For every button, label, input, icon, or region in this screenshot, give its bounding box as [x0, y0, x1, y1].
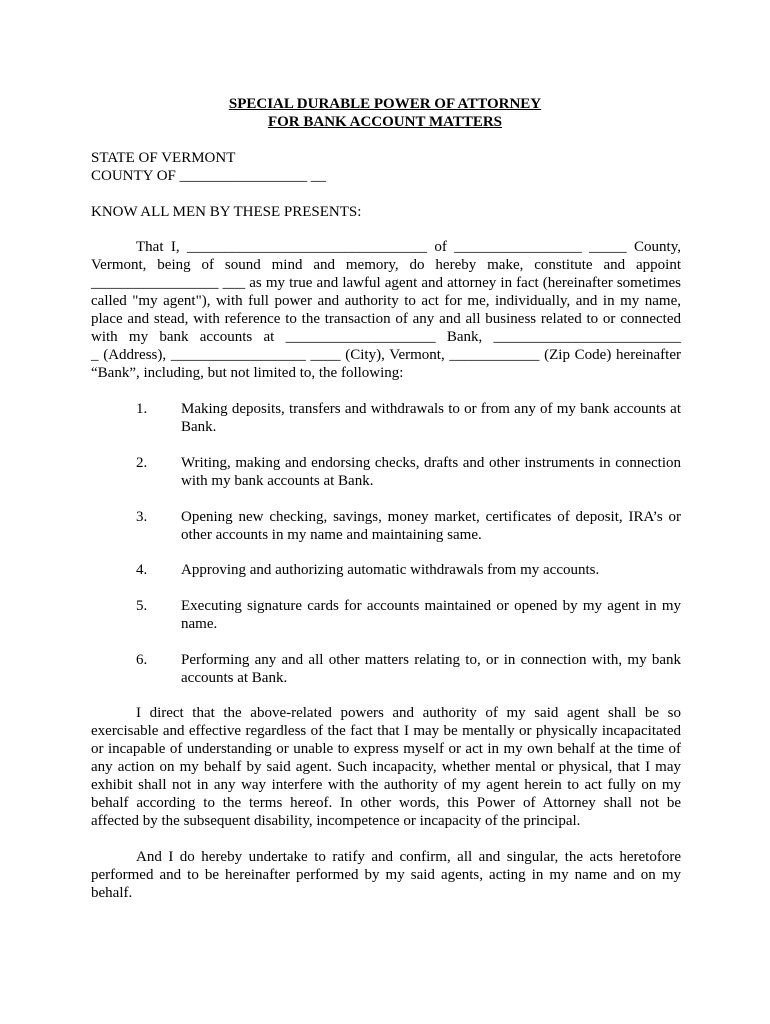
direct-line: I direct that the above-related powers and authority of my said agent shall be so	[136, 705, 681, 721]
list-item-line: Making deposits, transfers and withdrawals to or from any of my bank accounts at	[181, 401, 681, 417]
direct-line: or incapable of understanding or unable to express myself or act in my own behalf at the time of	[91, 741, 681, 757]
state-line: STATE OF VERMONT	[91, 150, 236, 166]
list-item-line: Approving and authorizing automatic withdrawals from my accounts.	[181, 562, 600, 578]
county-line: COUNTY OF _________________ __	[91, 168, 326, 184]
item-number: 2.	[136, 455, 148, 471]
intro-line: Vermont, being of sound mind and memory, do hereby make, constitute and appoint	[91, 257, 681, 273]
direct-line: affected by the subsequent disability, incompetence or incapacity of the principal.	[91, 813, 581, 829]
intro-line: called "my agent"), with full power and authority to act for me, individually, and in my name,	[91, 293, 681, 309]
document-title-line-1: SPECIAL DURABLE POWER OF ATTORNEY	[228, 96, 542, 112]
ratify-line: performed and to be hereinafter performed by my said agents, acting in my name and on my	[91, 867, 681, 883]
document-title-line-2: FOR BANK ACCOUNT MATTERS	[267, 114, 503, 130]
intro-line: “Bank”, including, but not limited to, the following:	[91, 365, 404, 381]
list-item-line: with my bank accounts at Bank.	[181, 473, 374, 489]
ratify-line: And I do hereby undertake to ratify and confirm, all and singular, the acts heretofore	[136, 849, 681, 865]
list-item-line: other accounts in my name and maintaining same.	[181, 527, 482, 543]
list-item-line: Opening new checking, savings, money market, certificates of deposit, IRA’s or	[181, 509, 681, 525]
item-number: 5.	[136, 598, 148, 614]
ratify-line: behalf.	[91, 885, 133, 901]
list-item-line: Performing any and all other matters relating to, or in connection with, my bank	[181, 652, 681, 668]
list-item-line: Bank.	[181, 419, 217, 435]
item-number: 3.	[136, 509, 148, 525]
direct-line: exhibit shall not in any way interfere with the authority of my agent herein to act fully on my	[91, 777, 681, 793]
list-item-line: Writing, making and endorsing checks, drafts and other instruments in connection	[181, 455, 681, 471]
intro-line: with my bank accounts at ____________________ Bank, _________________________	[91, 329, 681, 345]
list-item-line: accounts at Bank.	[181, 670, 288, 686]
intro-line: place and stead, with reference to the transaction of any and all business related to or connected	[91, 311, 681, 327]
direct-line: exercisable and effective regardless of the fact that I may be mentally or physically incapacitated	[91, 723, 681, 739]
direct-line: behalf according to the terms hereof. In other words, this Power of Attorney shall not be	[91, 795, 681, 811]
intro-line: _ (Address), __________________ ____ (City), Vermont, ____________ (Zip Code) hereinafter	[91, 347, 681, 363]
direct-line: any action on my behalf by said agent. Such incapacity, whether mental or physical, that I may	[91, 759, 681, 775]
list-item-line: name.	[181, 616, 218, 632]
item-number: 4.	[136, 562, 148, 578]
list-item-line: Executing signature cards for accounts maintained or opened by my agent in my	[181, 598, 681, 614]
item-number: 6.	[136, 652, 148, 668]
intro-line: _________________ ___ as my true and lawful agent and attorney in fact (hereinafter sometimes	[91, 275, 681, 291]
know-all-heading: KNOW ALL MEN BY THESE PRESENTS:	[91, 204, 362, 220]
item-number: 1.	[136, 401, 148, 417]
intro-line: That I, ________________________________ of _________________ _____ County,	[136, 239, 681, 255]
